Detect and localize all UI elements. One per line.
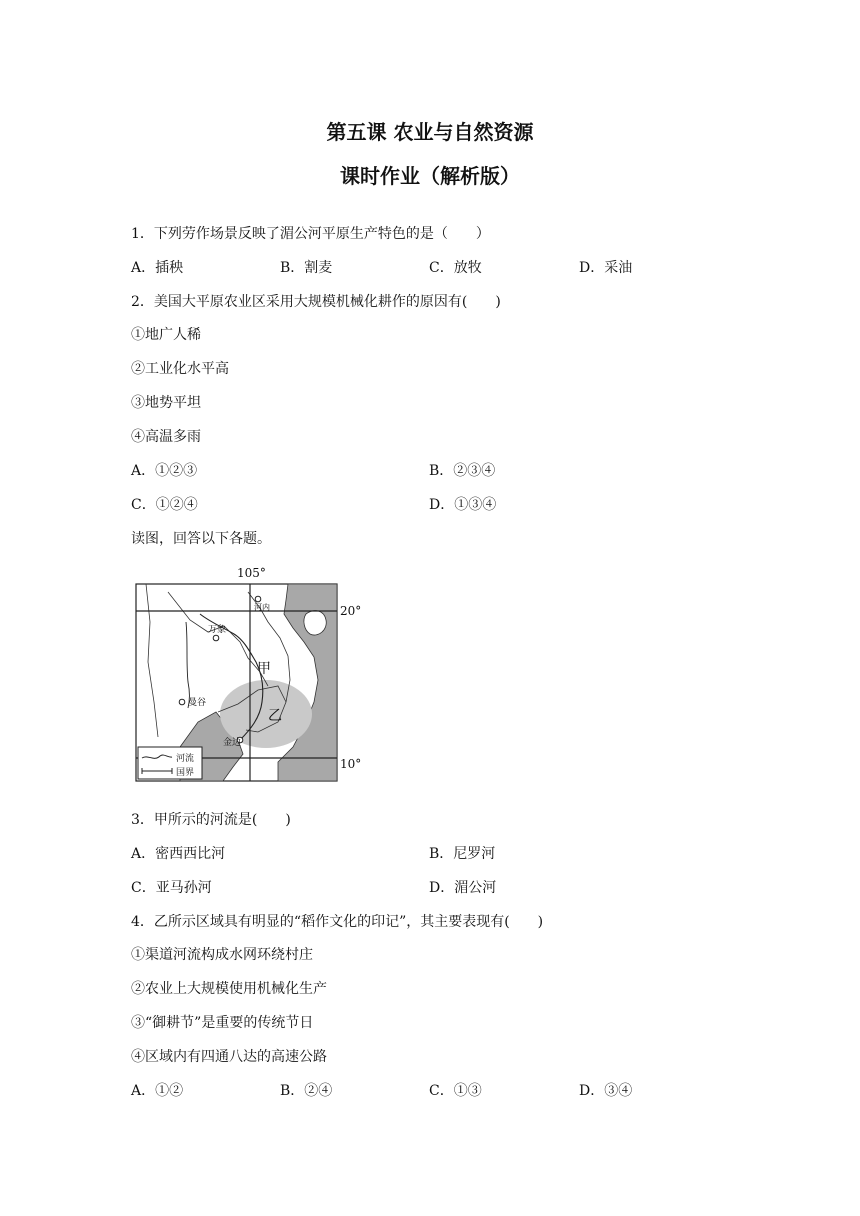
question-4-option-a: A．①② — [131, 1083, 184, 1099]
city-vientiane-marker — [213, 635, 219, 641]
question-3-stem: 3．甲所示的河流是( ) — [131, 812, 291, 828]
question-3-option-c: C．亚马孙河 — [131, 880, 212, 896]
city-phnompenh-label: 金边 — [223, 738, 242, 748]
city-vientiane-label: 万象 — [208, 625, 227, 635]
island — [304, 611, 326, 635]
question-2-option-c: C．①②④ — [131, 497, 198, 513]
latitude-10-label: 10° — [340, 757, 362, 771]
legend-river-label: 河流 — [176, 754, 195, 764]
city-bangkok-label: 曼谷 — [188, 698, 207, 708]
map-intro: 读图，回答以下各题。 — [131, 531, 271, 547]
question-1-option-b: B．割麦 — [280, 260, 333, 276]
question-2-item-1: ①地广人稀 — [131, 327, 201, 343]
label-jia: 甲 — [257, 661, 271, 677]
question-4-item-2: ②农业上大规模使用机械化生产 — [131, 981, 327, 997]
question-3-option-b: B．尼罗河 — [429, 846, 496, 862]
question-4-stem: 4．乙所示区域具有明显的“稻作文化的印记”，其主要表现有( ) — [131, 914, 544, 930]
question-3-option-d: D．湄公河 — [429, 880, 497, 896]
latitude-20-label: 20° — [340, 604, 362, 618]
question-4-item-3: ③“御耕节”是重要的传统节日 — [131, 1015, 314, 1031]
question-4-option-c: C．①③ — [429, 1083, 482, 1099]
city-hanoi-marker — [255, 596, 261, 602]
longitude-label: 105° — [237, 566, 266, 580]
question-2-option-d: D．①③④ — [429, 497, 497, 513]
question-1-option-d: D．采油 — [579, 260, 633, 276]
city-bangkok-marker — [179, 699, 185, 705]
question-3-option-a: A．密西西比河 — [131, 846, 226, 862]
question-2-stem: 2．美国大平原农业区采用大规模机械化耕作的原因有( ) — [131, 294, 501, 310]
question-2-option-a: A．①②③ — [131, 463, 198, 479]
question-4-option-d: D．③④ — [579, 1083, 633, 1099]
question-1-option-a: A．插秧 — [131, 260, 184, 276]
question-2-item-3: ③地势平坦 — [131, 395, 201, 411]
label-yi: 乙 — [268, 708, 282, 724]
question-4-option-b: B．②④ — [280, 1083, 333, 1099]
question-2-item-2: ②工业化水平高 — [131, 361, 229, 377]
question-1-option-c: C．放牧 — [429, 260, 482, 276]
page-title: 第五课 农业与自然资源 — [326, 120, 534, 144]
question-4-item-1: ①渠道河流构成水网环绕村庄 — [131, 947, 313, 963]
question-1-stem: 1．下列劳作场景反映了湄公河平原生产特色的是（ ） — [131, 226, 490, 242]
question-2-item-4: ④高温多雨 — [131, 429, 201, 445]
question-2-option-b: B．②③④ — [429, 463, 496, 479]
page-subtitle: 课时作业（解析版） — [340, 164, 520, 188]
city-hanoi-label: 河内 — [254, 603, 270, 612]
question-4-item-4: ④区域内有四通八达的高速公路 — [131, 1049, 327, 1065]
indochina-map — [128, 562, 368, 786]
legend-border-label: 国界 — [176, 768, 195, 778]
